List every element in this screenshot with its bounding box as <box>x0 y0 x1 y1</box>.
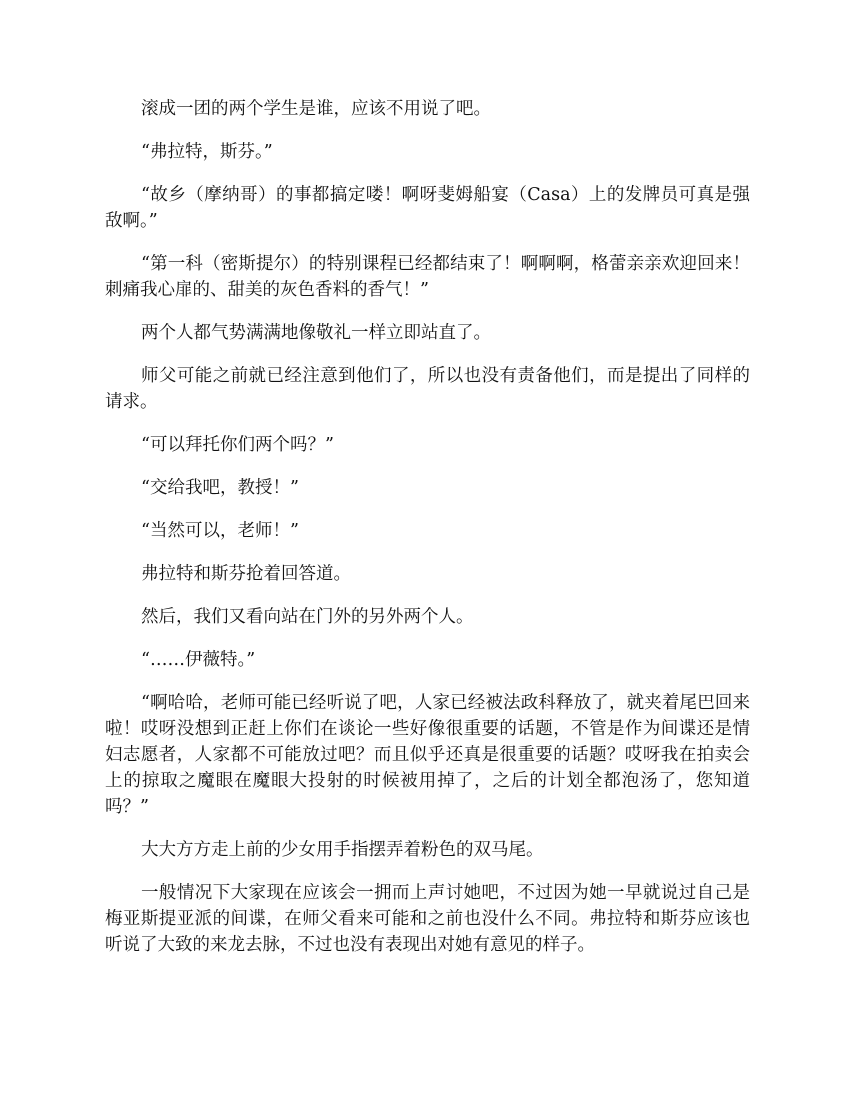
paragraph: “可以拜托你们两个吗？” <box>141 435 334 455</box>
paragraph: “故乡（摩纳哥）的事都搞定喽！啊呀斐姆船宴（Casa）上的发牌员可真是强敌啊。” <box>105 185 750 231</box>
paragraph: “交给我吧，教授！” <box>141 478 299 498</box>
paragraph: “当然可以，老师！” <box>141 521 299 541</box>
paragraph: 大大方方走上前的少女用手指摆弄着粉色的双马尾。 <box>141 840 544 860</box>
paragraph: 师父可能之前就已经注意到他们了，所以也没有责备他们，而是提出了同样的请求。 <box>105 366 750 412</box>
paragraph: 然后，我们又看向站在门外的另外两个人。 <box>141 607 474 627</box>
paragraph: 滚成一团的两个学生是谁，应该不用说了吧。 <box>141 99 491 119</box>
paragraph: 弗拉特和斯芬抢着回答道。 <box>141 564 351 584</box>
paragraph: “啊哈哈，老师可能已经听说了吧，人家已经被法政科释放了，就夹着尾巴回来啦！哎呀没想到正赶上你们在谈论一些好像很重要的话题，不管是作为间谍还是情妇志愿者，人家都不可能放过吧？而且似乎还真是很重要的话题？哎呀我在拍卖会上的掠取之魔眼在魔眼大投射的时候被用掉了，之后的计划全都泡汤了，您知道吗？” <box>105 693 750 817</box>
paragraph: “弗拉特，斯芬。” <box>141 142 273 162</box>
paragraph: 两个人都气势满满地像敬礼一样立即站直了。 <box>141 323 491 343</box>
paragraph: 一般情况下大家现在应该会一拥而上声讨她吧，不过因为她一早就说过自己是梅亚斯提亚派的间谍，在师父看来可能和之前也没什么不同。弗拉特和斯芬应该也听说了大致的来龙去脉，不过也没有表现出对她有意见的样子。 <box>105 883 750 955</box>
paragraph: “第一科（密斯提尔）的特别课程已经都结束了！啊啊啊，格蕾亲亲欢迎回来！刺痛我心扉的、甜美的灰色香料的香气！” <box>105 254 750 300</box>
paragraph: “……伊薇特。” <box>141 650 256 670</box>
document-body <box>105 96 750 975</box>
